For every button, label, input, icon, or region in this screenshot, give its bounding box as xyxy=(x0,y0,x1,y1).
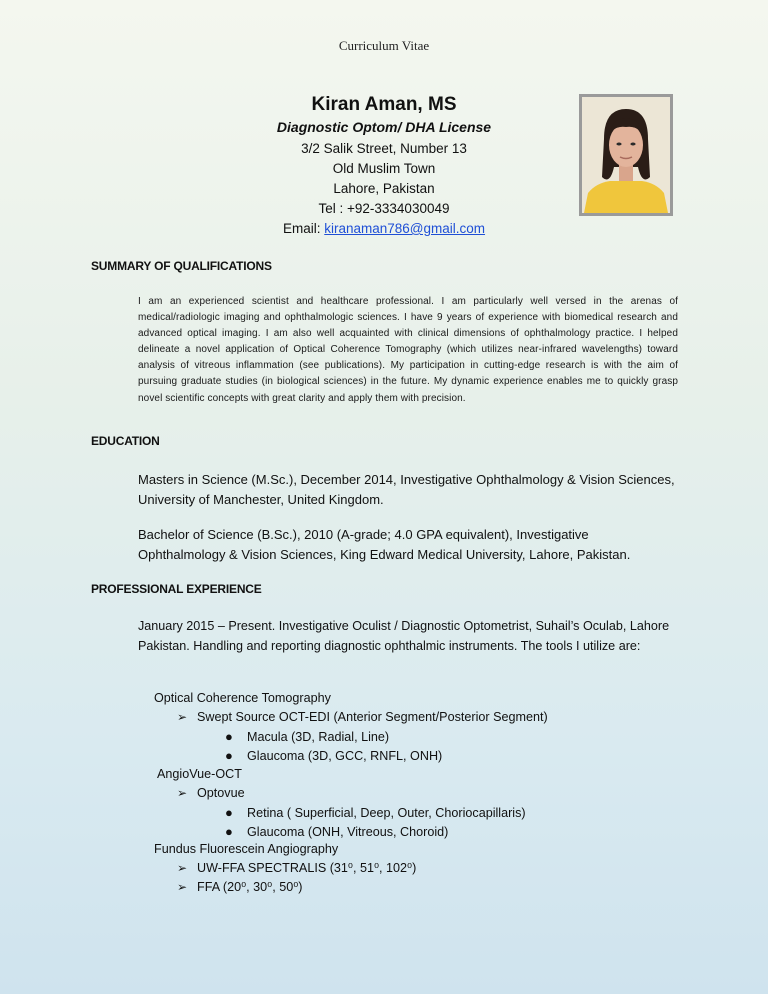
profile-photo xyxy=(579,94,673,216)
candidate-name: Kiran Aman, MS xyxy=(311,94,457,115)
tool-oct-sub-1 xyxy=(225,727,389,747)
tool-ffa-item-2-text: FFA (20⁰, 30⁰, 50⁰) xyxy=(197,880,303,894)
tool-angio-item xyxy=(177,784,245,803)
dot-bullet-icon: ● xyxy=(225,824,233,839)
profile-photo-image xyxy=(582,97,670,213)
tool-oct-title: Optical Coherence Tomography xyxy=(154,691,331,705)
dot-bullet-icon: ● xyxy=(225,748,233,763)
education-heading: EDUCATION xyxy=(91,434,160,448)
tool-angio-sub-2 xyxy=(225,822,448,842)
tool-oct-sub-2-text: Glaucoma (3D, GCC, RNFL, ONH) xyxy=(247,749,443,763)
cv-header xyxy=(234,94,534,239)
tool-oct-sub-2 xyxy=(225,746,442,766)
tool-oct-sub-1-text: Macula (3D, Radial, Line) xyxy=(247,730,390,744)
address-line-2: Old Muslim Town xyxy=(332,161,436,176)
tool-angio-sub-2-text: Glaucoma (ONH, Vitreous, Choroid) xyxy=(247,825,449,839)
experience-summary: January 2015 – Present. Investigative Oculist / Diagnostic Optometrist, Suhail’s Oculab, Lahore Pakistan. Handling and reporting diagnostic ophthalmic instruments. The tools I utilize are: xyxy=(138,619,670,653)
tool-ffa-item-2 xyxy=(177,878,302,897)
email-link[interactable]: kiranaman786@gmail.com xyxy=(324,221,486,236)
tool-oct-item xyxy=(177,708,548,727)
tool-angio-sub-1 xyxy=(225,803,526,823)
dot-bullet-icon: ● xyxy=(225,729,233,744)
experience-heading: PROFESSIONAL EXPERIENCE xyxy=(91,582,262,596)
arrow-bullet-icon: ➢ xyxy=(177,880,188,894)
email-line xyxy=(234,219,534,239)
phone-number: Tel : +92-3334030049 xyxy=(318,201,450,216)
education-bachelors: Bachelor of Science (B.Sc.), 2010 (A-grade; 4.0 GPA equivalent), Investigative Ophthalmology & Vision Sciences, King Edward Medical University, Lahore, Pakistan. xyxy=(138,527,631,562)
address-line-3: Lahore, Pakistan xyxy=(333,181,435,196)
email-label: Email: xyxy=(282,221,321,236)
dot-bullet-icon: ● xyxy=(225,805,233,820)
address-line-1: 3/2 Salik Street, Number 13 xyxy=(301,141,467,156)
tool-ffa-item-1 xyxy=(177,859,416,878)
tool-ffa-item-1-text: UW-FFA SPECTRALIS (31⁰, 51⁰, 102⁰) xyxy=(197,861,417,875)
education-masters: Masters in Science (M.Sc.), December 2014, Investigative Ophthalmology & Vision Sciences, University of Manchester, United Kingdom. xyxy=(138,472,675,507)
arrow-bullet-icon: ➢ xyxy=(177,861,188,875)
summary-heading: SUMMARY OF QUALIFICATIONS xyxy=(91,259,272,273)
tool-angio-title: AngioVue-OCT xyxy=(157,767,242,781)
candidate-role: Diagnostic Optom/ DHA License xyxy=(276,119,492,135)
arrow-bullet-icon: ➢ xyxy=(177,786,188,800)
arrow-bullet-icon: ➢ xyxy=(177,710,188,724)
tool-angio-sub-1-text: Retina ( Superficial, Deep, Outer, Choriocapillaris) xyxy=(247,806,526,820)
tool-oct-item-text: Swept Source OCT-EDI (Anterior Segment/Posterior Segment) xyxy=(197,710,548,724)
running-head: Curriculum Vitae xyxy=(338,38,430,53)
summary-text: I am an experienced scientist and healthcare professional. I am particularly well versed in the arenas of medical/radiologic imaging and ophthalmologic sciences. I have 9 years of experience with biomedical research and advanced optical imaging. I am also well acquainted with clinical dimensions of ophthalmology practice. I helped delineate a novel application of Optical Coherence Tomography (which utilizes near-infrared wavelengths) toward analysis of vitreous inflammation (see publications). My participation in cutting-edge research is with the aim of pursuing graduate studies (in biological sciences) in the future. My dynamic experience enables me to quickly grasp novel scientific concepts with great clarity and apply them with precision. xyxy=(138,296,678,404)
tool-ffa-title: Fundus Fluorescein Angiography xyxy=(154,842,339,856)
tool-angio-item-text: Optovue xyxy=(197,786,245,800)
